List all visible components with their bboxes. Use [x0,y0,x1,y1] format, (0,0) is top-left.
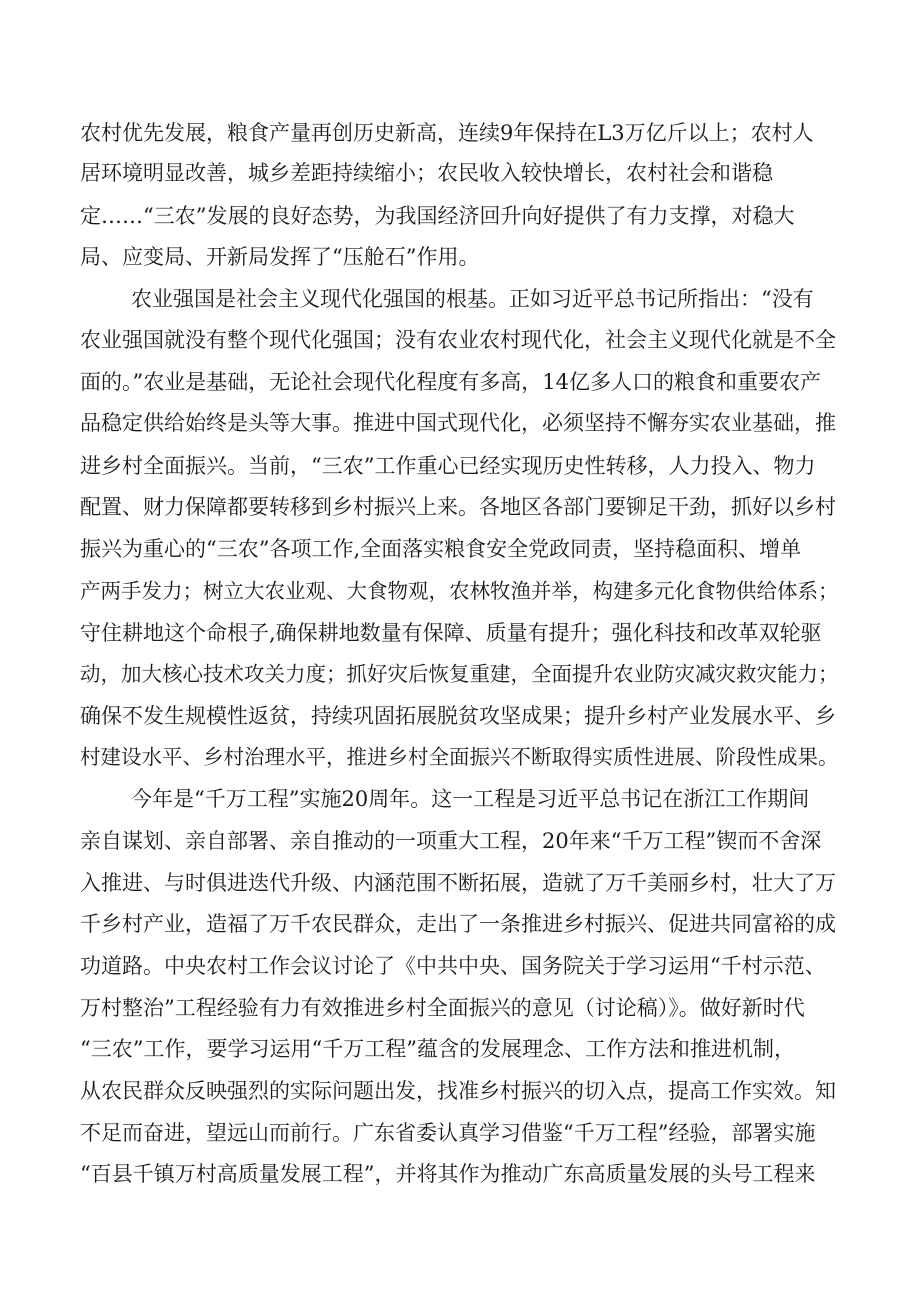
text-line: 农村优先发展，粮食产量再创历史新高，连续9年保持在L3万亿斤以上；农村人 [80,121,814,145]
paragraph-first-line: 今年是“千万工程”实施20周年。这一工程是习近平总书记在浙江工作期间 [131,787,810,811]
text-line: 面的。”农业是基础，无论社会现代化程度有多高，14亿多人口的粮食和重要农产 [80,370,821,394]
text-line: 居环境明显改善，城乡差距持续缩小；农民收入较快增长，农村社会和谐稳 [80,161,773,185]
text-line: 定……“三农”发展的良好态势，为我国经济回升向好提供了有力支撑，对稳大 [80,204,795,228]
text-line: 进乡村全面振兴。当前，“三农”工作重心已经实现历史性转移，人力投入、物力 [80,454,816,478]
text-line: 村建设水平、乡村治理水平，推进乡村全面振兴不断取得实质性进展、阶段性成果。 [80,745,839,769]
text-line: 动，加大核心技术攻关力度；抓好灾后恢复重建，全面提升农业防灾减灾救灾能力； [80,662,839,686]
text-line: 万村整治”工程经验有力有效推进乡村全面振兴的意见（讨论稿）》。做好新时代 [80,996,805,1020]
text-line: 亲自谋划、亲自部署、亲自推动的一项重大工程，20年来“千万工程”锲而不舍深 [80,829,822,853]
text-line: 功道路。中央农村工作会议讨论了《中共中央、国务院关于学习运用“千村示范、 [80,954,826,978]
text-line: 振兴为重心的“三农”各项工作,全面落实粮食安全党政同责，坚持稳面积、增单 [80,537,802,561]
text-line: 从农民群众反映强烈的实际问题出发，找准乡村振兴的切入点，提高工作实效。知 [80,1079,836,1103]
text-line: 千乡村产业，造福了万千农民群众，走出了一条推进乡村振兴、促进共同富裕的成 [80,912,836,936]
text-line: 入推进、与时俱进迭代升级、内涵范围不断拓展，造就了万千美丽乡村，壮大了万 [80,871,836,895]
text-line: 守住耕地这个命根子,确保耕地数量有保障、质量有提升；强化科技和改革双轮驱 [80,621,822,645]
text-line: 产两手发力；树立大农业观、大食物观，农林牧渔并举，构建多元化食物供给体系； [80,579,839,603]
text-line: 局、应变局、开新局发挥了“压舱石”作用。 [80,245,480,269]
text-line: “百县千镇万村高质量发展工程”，并将其作为推动广东高质量发展的头号工程来 [80,1162,816,1186]
text-line: 不足而奋进，望远山而前行。广东省委认真学习借鉴“千万工程”经验，部署实施 [80,1121,816,1145]
paragraph-first-line: 农业强国是社会主义现代化强国的根基。正如习近平总书记所指出：“没有 [131,287,814,311]
text-line: 品稳定供给始终是头等大事。推进中国式现代化，必须坚持不懈夯实农业基础，推 [80,411,836,435]
text-line: 配置、财力保障都要转移到乡村振兴上来。各地区各部门要铆足干劲，抓好以乡村 [80,495,836,519]
text-line: 农业强国就没有整个现代化强国；没有农业农村现代化，社会主义现代化就是不全 [80,328,836,352]
text-line: 确保不发生规模性返贫，持续巩固拓展脱贫攻坚成果；提升乡村产业发展水平、乡 [80,704,836,728]
text-line: “三农”工作，要学习运用“千万工程”蕴含的发展理念、工作方法和推进机制， [80,1037,795,1061]
